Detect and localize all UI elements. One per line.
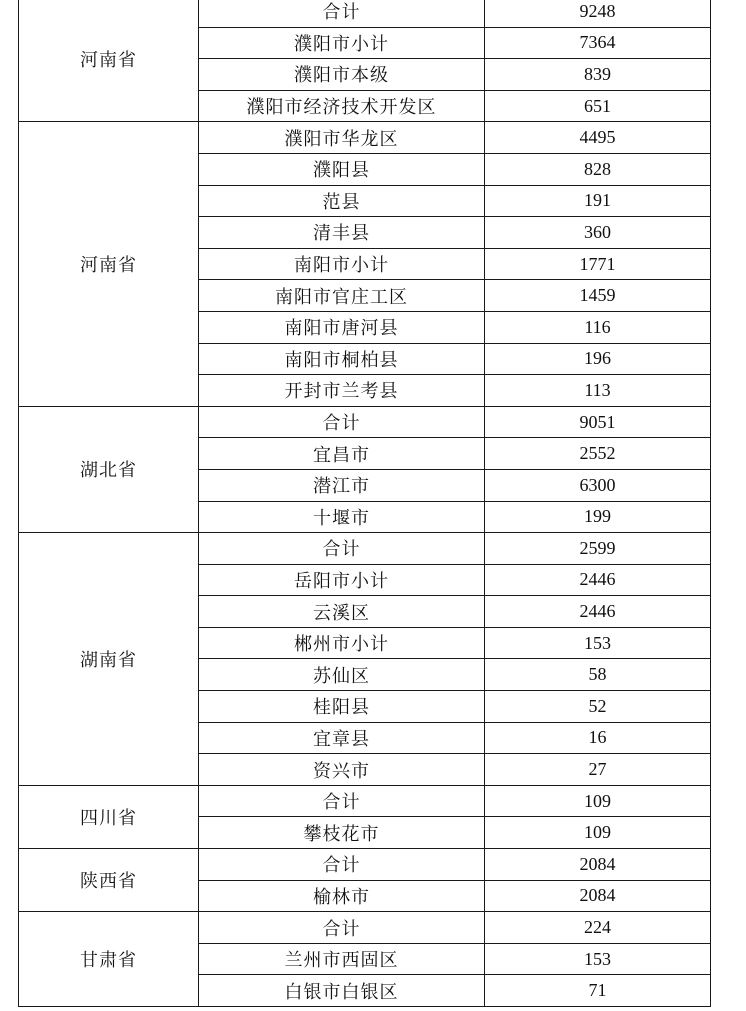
area-cell: 资兴市 [199, 754, 485, 786]
area-cell: 濮阳市小计 [199, 27, 485, 59]
area-cell: 合计 [199, 533, 485, 565]
value-cell: 1459 [485, 280, 711, 312]
area-cell: 南阳市小计 [199, 248, 485, 280]
value-cell: 109 [485, 785, 711, 817]
value-cell: 16 [485, 722, 711, 754]
value-cell: 58 [485, 659, 711, 691]
area-cell: 潜江市 [199, 469, 485, 501]
area-cell: 合计 [199, 912, 485, 944]
value-cell: 71 [485, 975, 711, 1007]
value-cell: 2552 [485, 438, 711, 470]
value-cell: 651 [485, 90, 711, 122]
area-cell: 岳阳市小计 [199, 564, 485, 596]
province-data-table [18, 0, 711, 1007]
area-cell: 兰州市西固区 [199, 943, 485, 975]
value-cell: 116 [485, 311, 711, 343]
area-cell: 云溪区 [199, 596, 485, 628]
area-cell: 苏仙区 [199, 659, 485, 691]
value-cell: 2084 [485, 880, 711, 912]
value-cell: 113 [485, 375, 711, 407]
table-row [19, 912, 711, 944]
area-cell: 合计 [199, 406, 485, 438]
area-cell: 濮阳市经济技术开发区 [199, 90, 485, 122]
value-cell: 2446 [485, 596, 711, 628]
area-cell: 合计 [199, 785, 485, 817]
table-row [19, 406, 711, 438]
area-cell: 合计 [199, 0, 485, 27]
area-cell: 十堰市 [199, 501, 485, 533]
value-cell: 1771 [485, 248, 711, 280]
province-cell: 河南省 [19, 0, 199, 122]
area-cell: 宜章县 [199, 722, 485, 754]
value-cell: 2446 [485, 564, 711, 596]
value-cell: 9248 [485, 0, 711, 27]
table-row [19, 785, 711, 817]
province-cell: 四川省 [19, 785, 199, 848]
area-cell: 宜昌市 [199, 438, 485, 470]
area-cell: 白银市白银区 [199, 975, 485, 1007]
area-cell: 范县 [199, 185, 485, 217]
value-cell: 360 [485, 217, 711, 249]
table-row [19, 122, 711, 154]
value-cell: 191 [485, 185, 711, 217]
area-cell: 南阳市官庄工区 [199, 280, 485, 312]
area-cell: 濮阳县 [199, 153, 485, 185]
value-cell: 196 [485, 343, 711, 375]
area-cell: 榆林市 [199, 880, 485, 912]
value-cell: 839 [485, 59, 711, 91]
table-row [19, 0, 711, 27]
value-cell: 2084 [485, 849, 711, 881]
table-body [19, 0, 711, 1007]
province-cell: 甘肃省 [19, 912, 199, 1007]
value-cell: 7364 [485, 27, 711, 59]
area-cell: 濮阳市本级 [199, 59, 485, 91]
area-cell: 合计 [199, 849, 485, 881]
area-cell: 濮阳市华龙区 [199, 122, 485, 154]
area-cell: 南阳市唐河县 [199, 311, 485, 343]
value-cell: 9051 [485, 406, 711, 438]
province-cell: 湖南省 [19, 533, 199, 786]
value-cell: 109 [485, 817, 711, 849]
province-cell: 河南省 [19, 122, 199, 406]
value-cell: 4495 [485, 122, 711, 154]
area-cell: 开封市兰考县 [199, 375, 485, 407]
province-cell: 陕西省 [19, 849, 199, 912]
value-cell: 2599 [485, 533, 711, 565]
area-cell: 郴州市小计 [199, 627, 485, 659]
value-cell: 27 [485, 754, 711, 786]
area-cell: 攀枝花市 [199, 817, 485, 849]
table-row [19, 533, 711, 565]
value-cell: 6300 [485, 469, 711, 501]
value-cell: 224 [485, 912, 711, 944]
province-cell: 湖北省 [19, 406, 199, 532]
value-cell: 828 [485, 153, 711, 185]
table-row [19, 849, 711, 881]
area-cell: 桂阳县 [199, 691, 485, 723]
value-cell: 199 [485, 501, 711, 533]
value-cell: 153 [485, 627, 711, 659]
area-cell: 南阳市桐柏县 [199, 343, 485, 375]
value-cell: 52 [485, 691, 711, 723]
value-cell: 153 [485, 943, 711, 975]
area-cell: 清丰县 [199, 217, 485, 249]
